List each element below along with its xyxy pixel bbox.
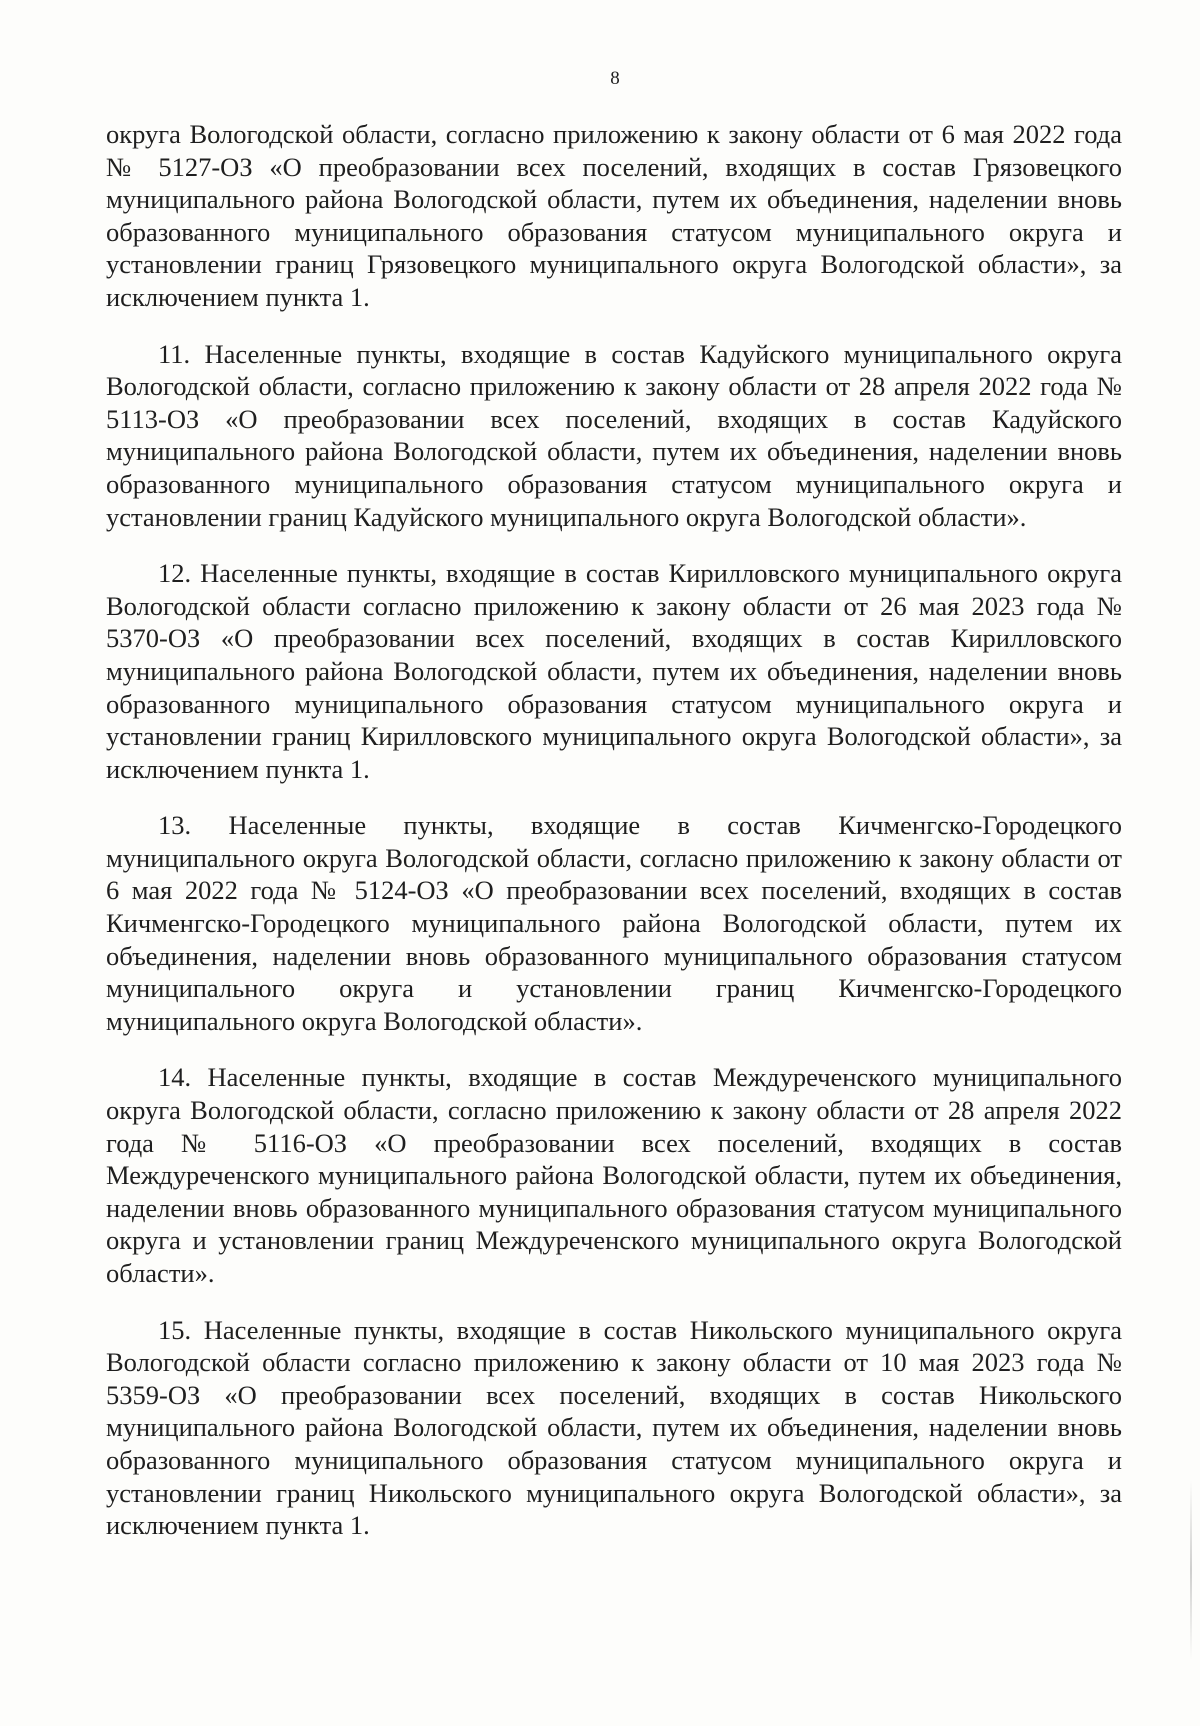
paragraph-text: Населенные пункты, входящие в состав Кадуйского муниципального округа Вологодской области, согласно приложению к закону области от 28 апреля 2022 года № 5113-ОЗ «О преобразовании всех поселений, входящих в состав Кадуйского муниципального района Вологодской области, путем их объединения, наделении вновь образованного муниципального образования статусом муниципального округа и установлении границ Кадуйского муниципального округа Вологодской области». xyxy=(106,338,1122,532)
paragraph-text: Населенные пункты, входящие в состав Кирилловского муниципального округа Вологодской области согласно приложению к закону области от 26 мая 2023 года № 5370-ОЗ «О преобразовании всех поселений, входящих в состав Кирилловского муниципального района Вологодской области, путем их объединения, наделении вновь образованного муниципального образования статусом муниципального округа и установлении границ Кирилловского муниципального округа Вологодской области», за исключением пункта 1. xyxy=(106,558,1123,784)
paragraph-number: 11. xyxy=(158,338,191,369)
paragraph-item-14 xyxy=(106,1061,1122,1289)
paragraph-number: 14. xyxy=(158,1062,192,1093)
paragraph-item-11 xyxy=(106,338,1122,534)
paragraph-number: 15. xyxy=(158,1314,192,1345)
paragraph-number: 13. xyxy=(158,810,192,841)
paragraph-item-13 xyxy=(106,809,1122,1037)
page-number: 8 xyxy=(610,68,620,89)
paragraph-text: Населенные пункты, входящие в состав Никольского муниципального округа Вологодской области согласно приложению к закону области от 10 мая 2023 года № 5359-ОЗ «О преобразовании всех поселений, входящих в состав Никольского муниципального района Вологодской области, путем их объединения, наделении вновь образованного муниципального образования статусом муниципального округа и установлении границ Никольского муниципального округа Вологодской области», за исключением пункта 1. xyxy=(106,1314,1122,1541)
paragraph-text: Населенные пункты, входящие в состав Кичменгско-Городецкого муниципального округа Вологодской области, согласно приложению к закону области от 6 мая 2022 года № 5124-ОЗ «О преобразовании всех поселений, входящих в состав Кичменгско-Городецкого муниципального района Вологодской области, путем их объединения, наделении вновь образованного муниципального образования статусом муниципального округа и установлении границ Кичменгско-Городецкого муниципального округа Вологодской области». xyxy=(106,810,1123,1036)
paragraph-continuation xyxy=(106,118,1122,314)
paragraph-item-12 xyxy=(106,557,1122,785)
paragraph-text: Населенные пункты, входящие в состав Междуреченского муниципального округа Вологодской области, согласно приложению к закону области от 28 апреля 2022 года № 5116-ОЗ «О преобразовании всех поселений, входящих в состав Междуреченского муниципального района Вологодской области, путем их объединения, наделении вновь образованного муниципального образования статусом муниципального округа и установлении границ Междуреченского муниципального округа Вологодской области». xyxy=(106,1062,1122,1288)
paragraph-item-15 xyxy=(106,1314,1122,1542)
scan-edge-mark xyxy=(1190,1480,1192,1660)
document-body xyxy=(106,118,1122,1542)
paragraph-number: 12. xyxy=(158,558,192,589)
paragraph-text: округа Вологодской области, согласно приложению к закону области от 6 мая 2022 года № 5127-ОЗ «О преобразовании всех поселений, входящих в состав Грязовецкого муниципального района Вологодской области, путем их объединения, наделении вновь образованного муниципального образования статусом муниципального округа и установлении границ Грязовецкого муниципального округа Вологодской области», за исключением пункта 1. xyxy=(106,119,1122,312)
